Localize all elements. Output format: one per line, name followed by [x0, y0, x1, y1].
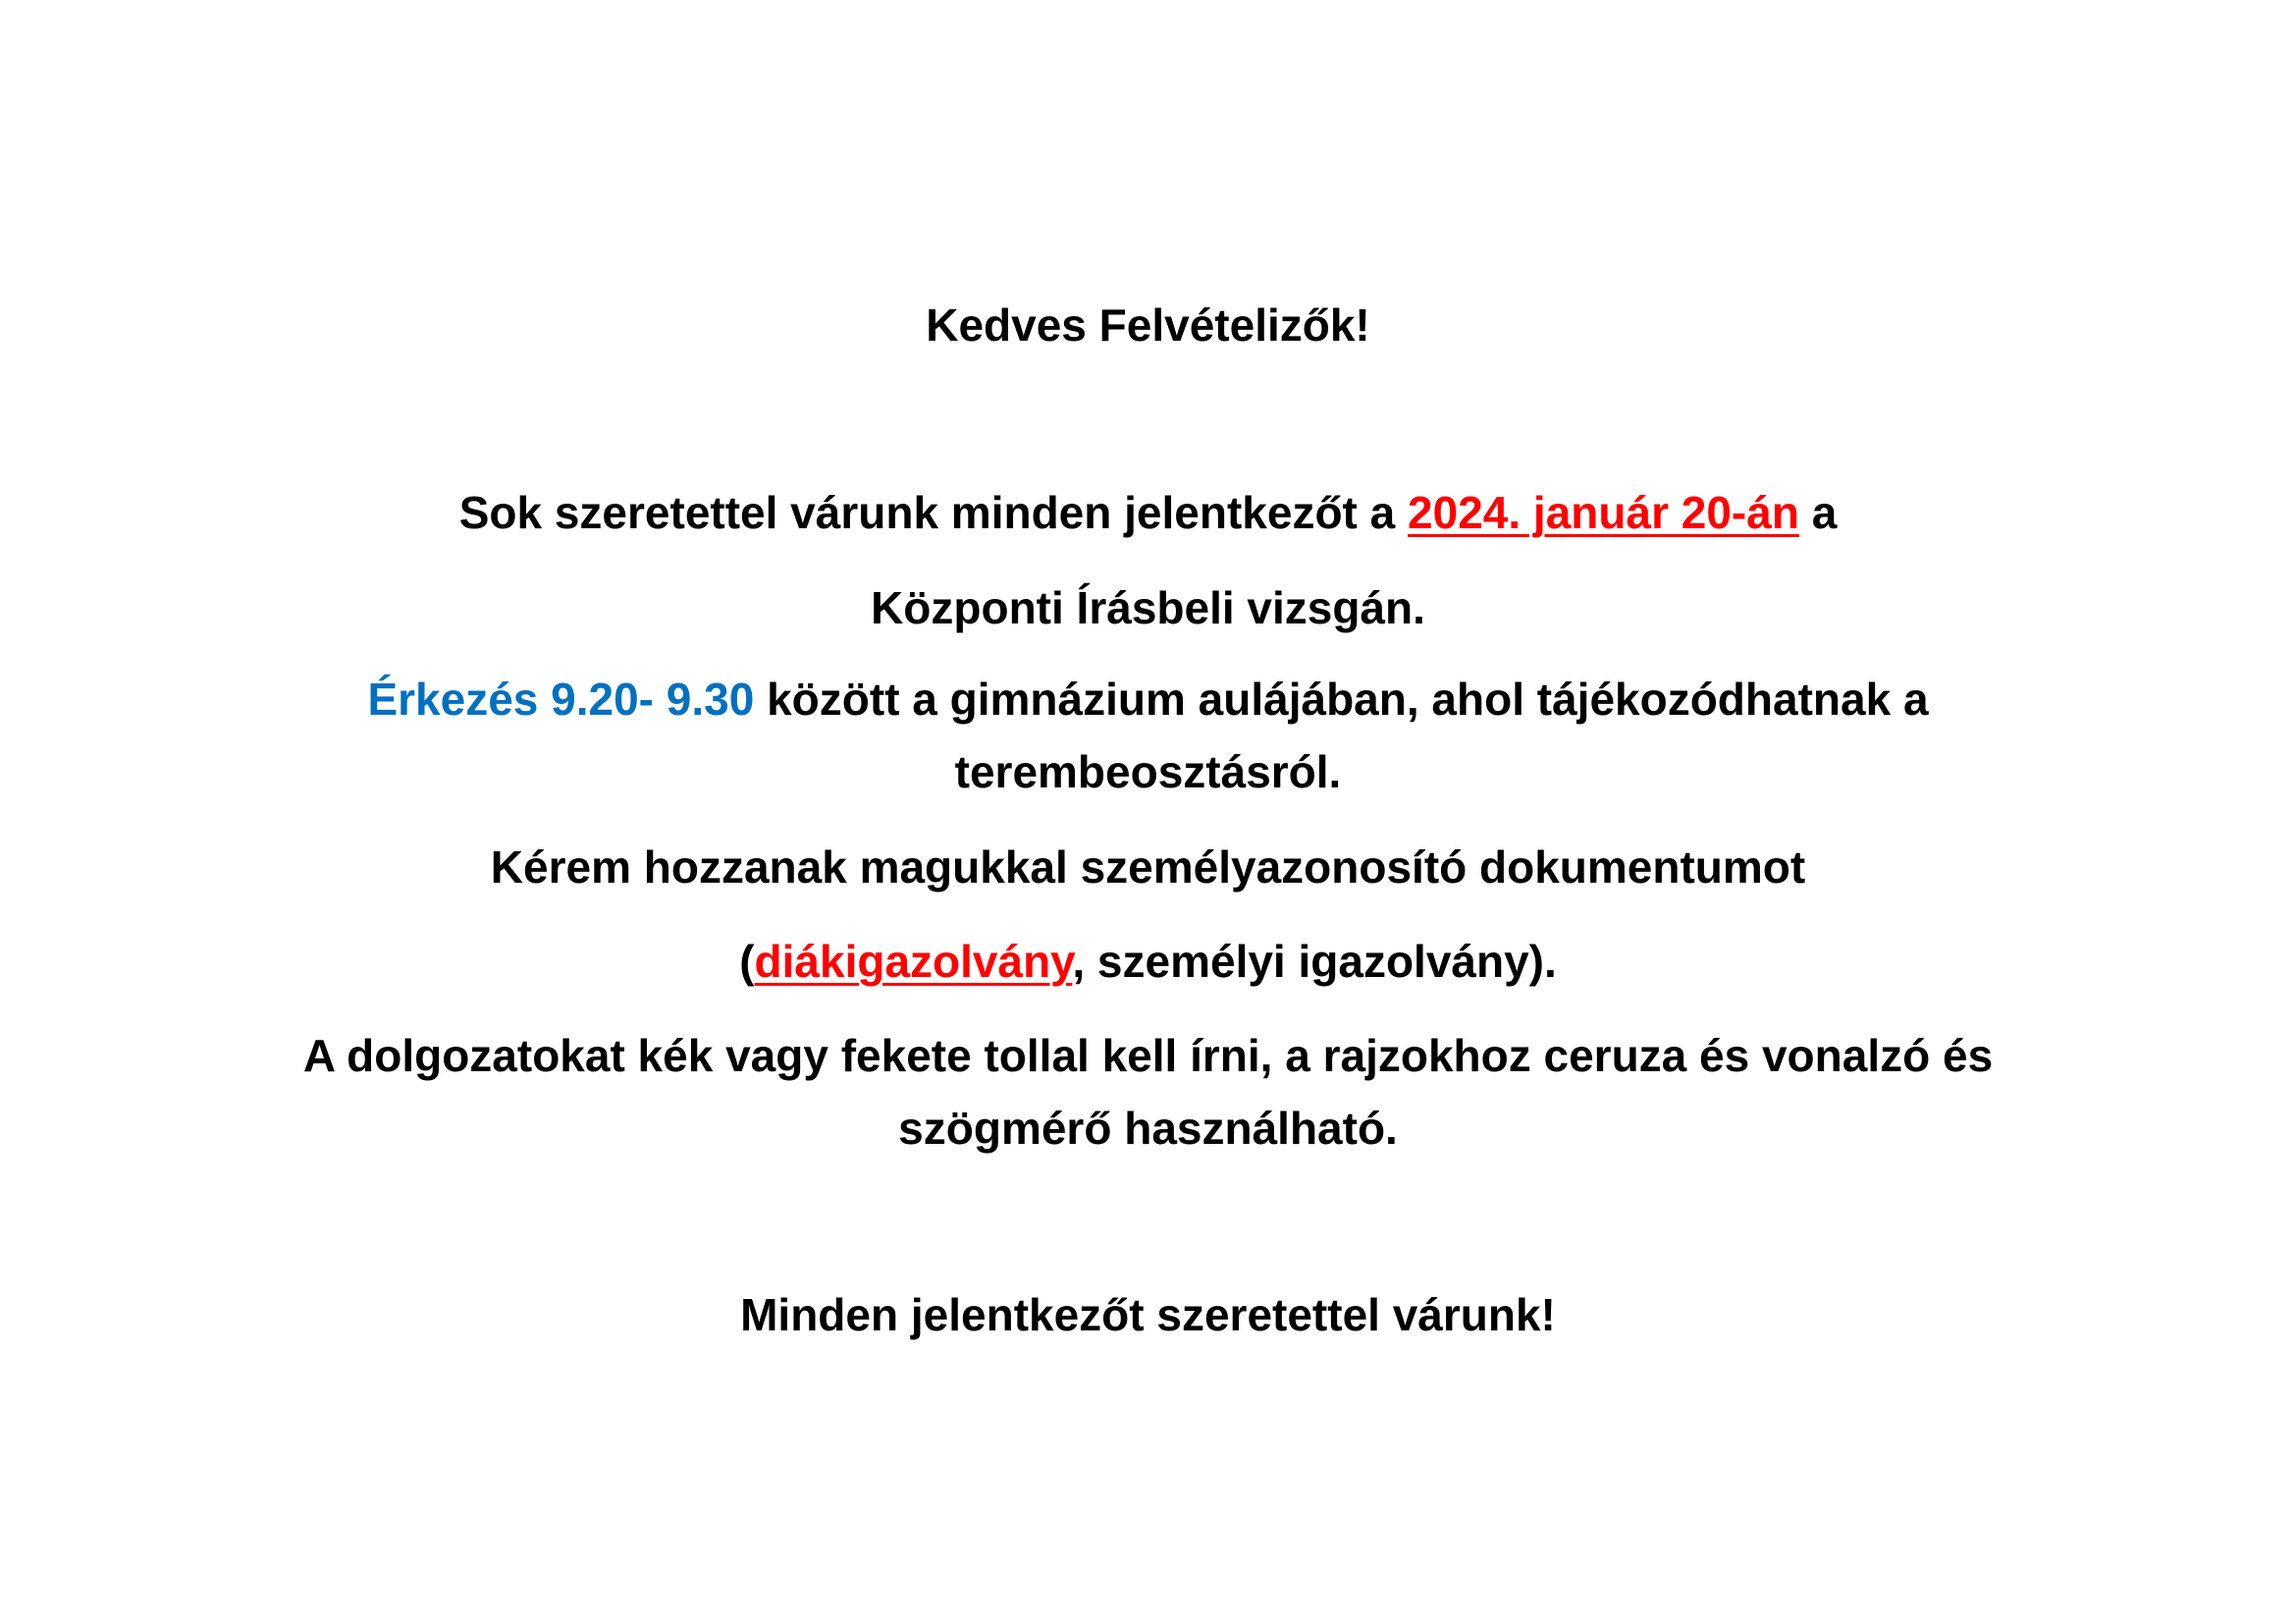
arrival-time: Érkezés 9.20- 9.30 [367, 674, 755, 725]
intro-text-before: Sok szeretettel várunk minden jelentkezőt a [458, 487, 1409, 538]
writing-line-1: A dolgozatokat kék vagy fekete tollal kell írni, a rajzokhoz ceruza és vonalzó és [302, 1030, 1994, 1081]
writing-line-2: szögmérő használható. [898, 1103, 1398, 1154]
student-id: diákigazolvány [754, 936, 1073, 987]
documents-open-paren: ( [739, 936, 755, 987]
documents-line: Kérem hozzanak magukkal személyazonosító dokumentumot [490, 841, 1806, 893]
exam-date: 2024. január 20-án [1408, 487, 1799, 538]
closing-line: Minden jelentkezőt szeretettel várunk! [740, 1289, 1556, 1340]
intro-text-after: a [1798, 487, 1838, 538]
exam-name: Központi Írásbeli vizsgán. [871, 582, 1425, 633]
arrival-line-2: terembeosztásról. [954, 746, 1342, 797]
documents-list [0, 934, 2296, 989]
intro-line [0, 485, 2296, 540]
arrival-line [0, 672, 2296, 727]
documents-rest: , személyi igazolvány). [1072, 936, 1557, 987]
arrival-text: között a gimnázium aulájában, ahol tájékozódhatnak a [754, 674, 1929, 725]
greeting: Kedves Felvételizők! [926, 299, 1370, 351]
